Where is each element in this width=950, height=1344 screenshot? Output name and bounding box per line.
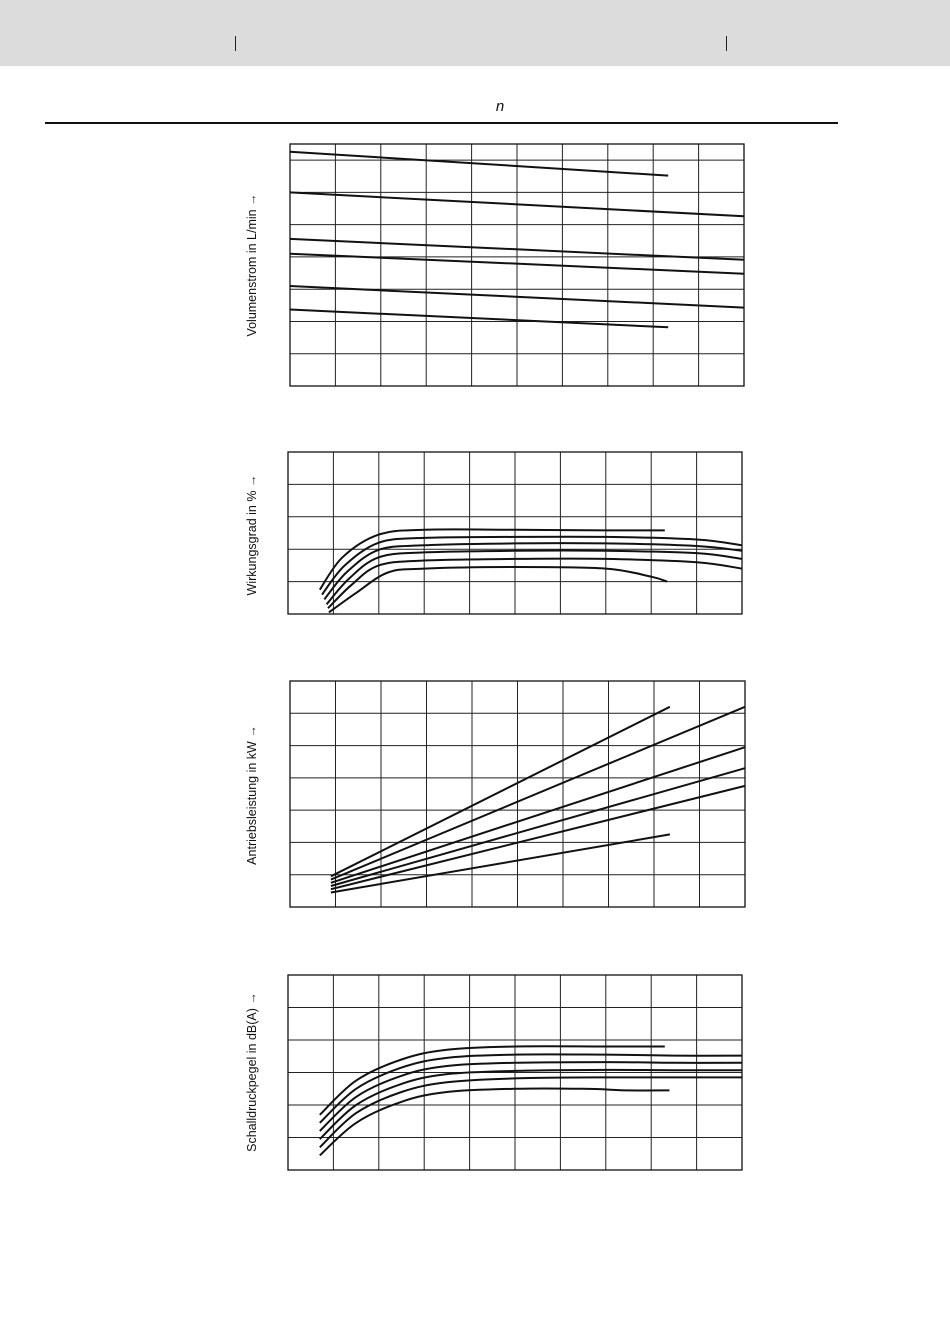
header-divider-right <box>726 36 727 51</box>
top-rule <box>45 122 838 124</box>
series-line-curve-5 <box>331 786 745 889</box>
rpm-symbol: n <box>495 98 505 115</box>
chart-4-ylabel-text: Schalldruckpegel in dB(A) → <box>245 992 259 1152</box>
sound-pressure-chart <box>288 975 742 1170</box>
series-line-curve-6 <box>320 1088 670 1155</box>
drive-power-chart <box>290 681 745 907</box>
chart-1-ylabel-text: Volumenstrom in L/min → <box>245 193 259 337</box>
series-line-curve-4 <box>331 768 745 886</box>
header-bar <box>0 0 950 66</box>
series-line-curve-6 <box>290 310 668 328</box>
series-line-curve-1 <box>331 707 670 877</box>
series-line-curve-2 <box>331 707 745 880</box>
series-line-curve-6 <box>331 834 670 892</box>
chart-3-ylabel-text: Antriebsleistung in kW → <box>245 725 259 865</box>
flow-rate-chart <box>290 144 744 386</box>
series-line-curve-4 <box>320 1070 742 1139</box>
header-divider-left <box>235 36 236 51</box>
series-line-curve-1 <box>290 152 668 176</box>
series-line-curve-6 <box>329 567 667 612</box>
efficiency-chart <box>288 452 742 614</box>
series-line-curve-3 <box>331 747 745 883</box>
chart-2-ylabel-text: Wirkungsgrad in % → <box>245 474 259 596</box>
